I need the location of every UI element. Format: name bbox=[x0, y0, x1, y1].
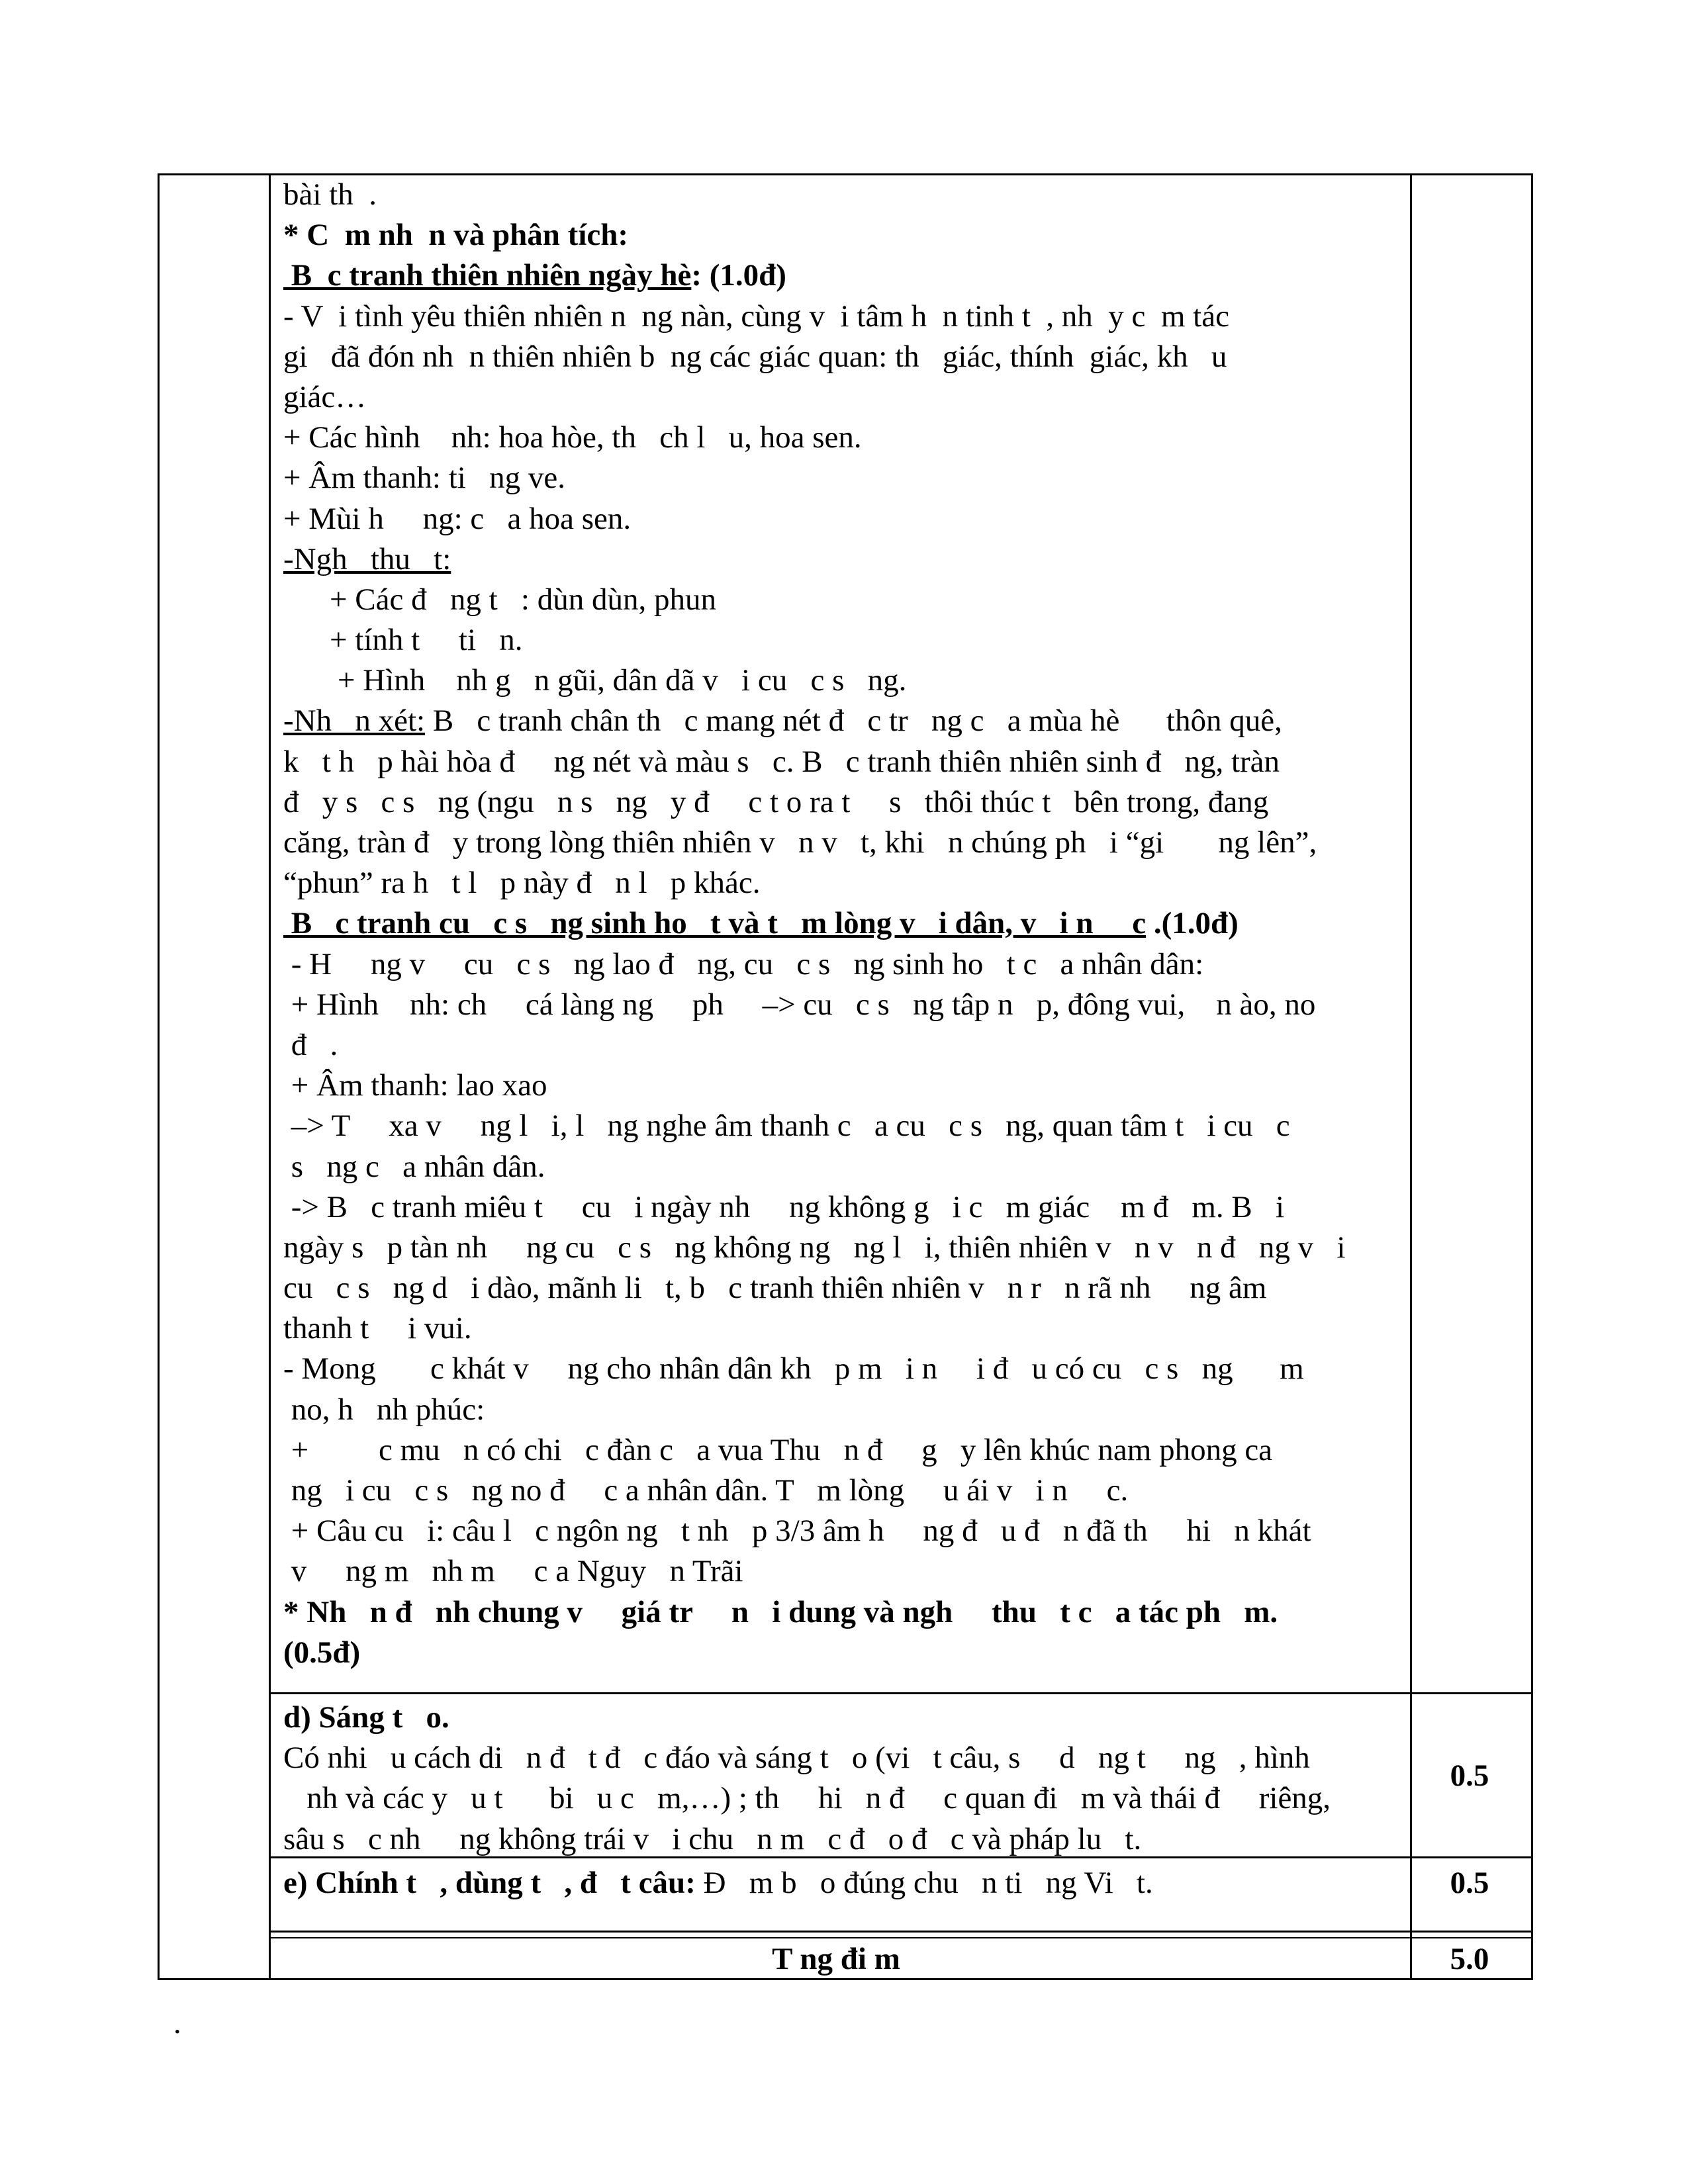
table-border-left bbox=[158, 173, 160, 1980]
text-line: + Âm thanh: ti ng ve. bbox=[283, 461, 565, 496]
subheading-text: B c tranh thiên nhiên ngày hè bbox=[283, 258, 692, 293]
summary-score: (0.5đ) bbox=[283, 1635, 361, 1670]
text-line: + Các hình nh: hoa hòe, th ch l u, hoa sen. bbox=[283, 420, 862, 455]
remark-line bbox=[283, 701, 1389, 741]
creativity-score: 0.5 bbox=[1450, 1758, 1489, 1793]
text-line: –> T xa v ng l i, l ng nghe âm thanh c a cu c s ng, quan tâm t i cu c bbox=[283, 1109, 1290, 1144]
text-line: k t h p hài hòa đ ng nét và màu s c. B c tranh thiên nhiên sinh đ ng, tràn bbox=[283, 744, 1280, 779]
text-line: “phun” ra h t l p này đ n l p khác. bbox=[283, 866, 761, 901]
analysis-content bbox=[283, 175, 1389, 1673]
row-separator-total-inner bbox=[269, 1937, 1533, 1938]
text-line: ngày s p tàn nh ng cu c s ng không ng ng l i, thiên nhiên v n v n đ ng v i bbox=[283, 1230, 1346, 1265]
text-line: + Mùi h ng: c a hoa sen. bbox=[283, 501, 632, 536]
total-label: T ng đi m bbox=[772, 1942, 900, 1976]
text-line: s ng c a nhân dân. bbox=[283, 1149, 545, 1184]
footer-mark: . bbox=[173, 2006, 181, 2040]
subheading-summer-nature bbox=[283, 255, 1389, 296]
text-line: + Âm thanh: lao xao bbox=[283, 1068, 547, 1103]
text-line: căng, tràn đ y trong lòng thiên nhiên v n v t, khi n chúng ph i “gi ng lên”, bbox=[283, 825, 1317, 860]
text-line: + c mu n có chi c đàn c a vua Thu n đ g y lên khúc nam phong ca bbox=[283, 1432, 1273, 1467]
text-line: đ . bbox=[283, 1027, 338, 1062]
subheading-score: : (1.0đ) bbox=[691, 258, 786, 293]
spelling-score: 0.5 bbox=[1450, 1866, 1489, 1900]
remark-label: -Nh n xét: bbox=[283, 704, 426, 739]
text-line: Có nhi u cách di n đ t đ c đáo và sáng t o (vi t câu, s d ng t ng , hình bbox=[283, 1741, 1310, 1776]
text-line: thanh t i vui. bbox=[283, 1311, 472, 1346]
text-line: + Hình nh: ch cá làng ng ph –> cu c s ng tâp n p, đông vui, n ào, no bbox=[283, 987, 1316, 1022]
text-line: + Câu cu i: câu l c ngôn ng t nh p 3/3 âm h ng đ u đ n đã th hi n khát bbox=[283, 1514, 1311, 1549]
text-line: + Hình nh g n gũi, dân dã v i cu c s ng. bbox=[338, 663, 907, 698]
text-line: + tính t ti n. bbox=[330, 623, 523, 658]
text-line: -> B c tranh miêu t cu i ngày nh ng không g i c m giác m đ m. B i bbox=[283, 1189, 1285, 1224]
table-divider-1 bbox=[269, 173, 271, 1980]
total-score: 5.0 bbox=[1450, 1942, 1489, 1976]
text-line: - Mong c khát v ng cho nhân dân kh p m i n i đ u có cu c s ng m bbox=[283, 1351, 1304, 1387]
text-line: bài th . bbox=[283, 177, 377, 212]
subheading-score: .(1.0đ) bbox=[1146, 906, 1239, 941]
subheading-text: B c tranh cu c s ng sinh ho t và t m lòng v i dân, v i n c bbox=[283, 906, 1147, 941]
creativity-content bbox=[283, 1698, 1389, 1860]
spelling-text: Đ m b o đúng chu n ti ng Vi t. bbox=[695, 1866, 1153, 1900]
table-border-right bbox=[1531, 173, 1533, 1980]
text-line: v ng m nh m c a Nguy n Trãi bbox=[283, 1554, 743, 1589]
text-line: - V i tình yêu thiên nhiên n ng nàn, cùng v i tâm h n tinh t , nh y c m tác bbox=[283, 298, 1229, 334]
remark-text: B c tranh chân th c mang nét đ c tr ng c a mùa hè thôn quê, bbox=[425, 704, 1282, 739]
text-line: gi đã đón nh n thiên nhiên b ng các giác quan: th giác, thính giác, kh u bbox=[283, 339, 1227, 374]
spelling-label: e) Chính t , dùng t , đ t câu: bbox=[283, 1866, 696, 1900]
row-separator-total bbox=[269, 1931, 1533, 1933]
section-heading: * C m nh n và phân tích: bbox=[283, 218, 629, 253]
text-line: đ y s c s ng (ngu n s ng y đ c t o ra t s thôi thúc t bên trong, đang bbox=[283, 784, 1269, 819]
text-line: sâu s c nh ng không trái v i chu n m c đ o đ c và pháp lu t. bbox=[283, 1821, 1142, 1856]
text-line: nh và các y u t bi u c m,…) ; th hi n đ c quan đi m và thái đ riêng, bbox=[283, 1781, 1331, 1816]
text-line: no, h nh phúc: bbox=[283, 1392, 485, 1427]
spelling-line bbox=[283, 1863, 1389, 1903]
text-line: + Các đ ng t : dùn dùn, phun bbox=[330, 582, 716, 617]
text-line: giác… bbox=[283, 379, 367, 414]
spelling-content bbox=[283, 1863, 1389, 1903]
row-separator-creativity bbox=[269, 1692, 1533, 1694]
text-line: ng i cu c s ng no đ c a nhân dân. T m lòng u ái v i n c. bbox=[283, 1473, 1129, 1508]
creativity-title: d) Sáng t o. bbox=[283, 1700, 449, 1735]
subheading-life bbox=[283, 903, 1389, 944]
summary-heading: * Nh n đ nh chung v giá tr n i dung và ngh thu t c a tác ph m. bbox=[283, 1594, 1278, 1629]
text-line: - H ng v cu c s ng lao đ ng, cu c s ng sinh ho t c a nhân dân: bbox=[283, 946, 1204, 981]
art-heading: -Ngh thu t: bbox=[283, 541, 451, 576]
text-line: cu c s ng d i dào, mãnh li t, b c tranh thiên nhiên v n r n rã nh ng âm bbox=[283, 1271, 1267, 1306]
table-divider-2 bbox=[1410, 173, 1412, 1980]
